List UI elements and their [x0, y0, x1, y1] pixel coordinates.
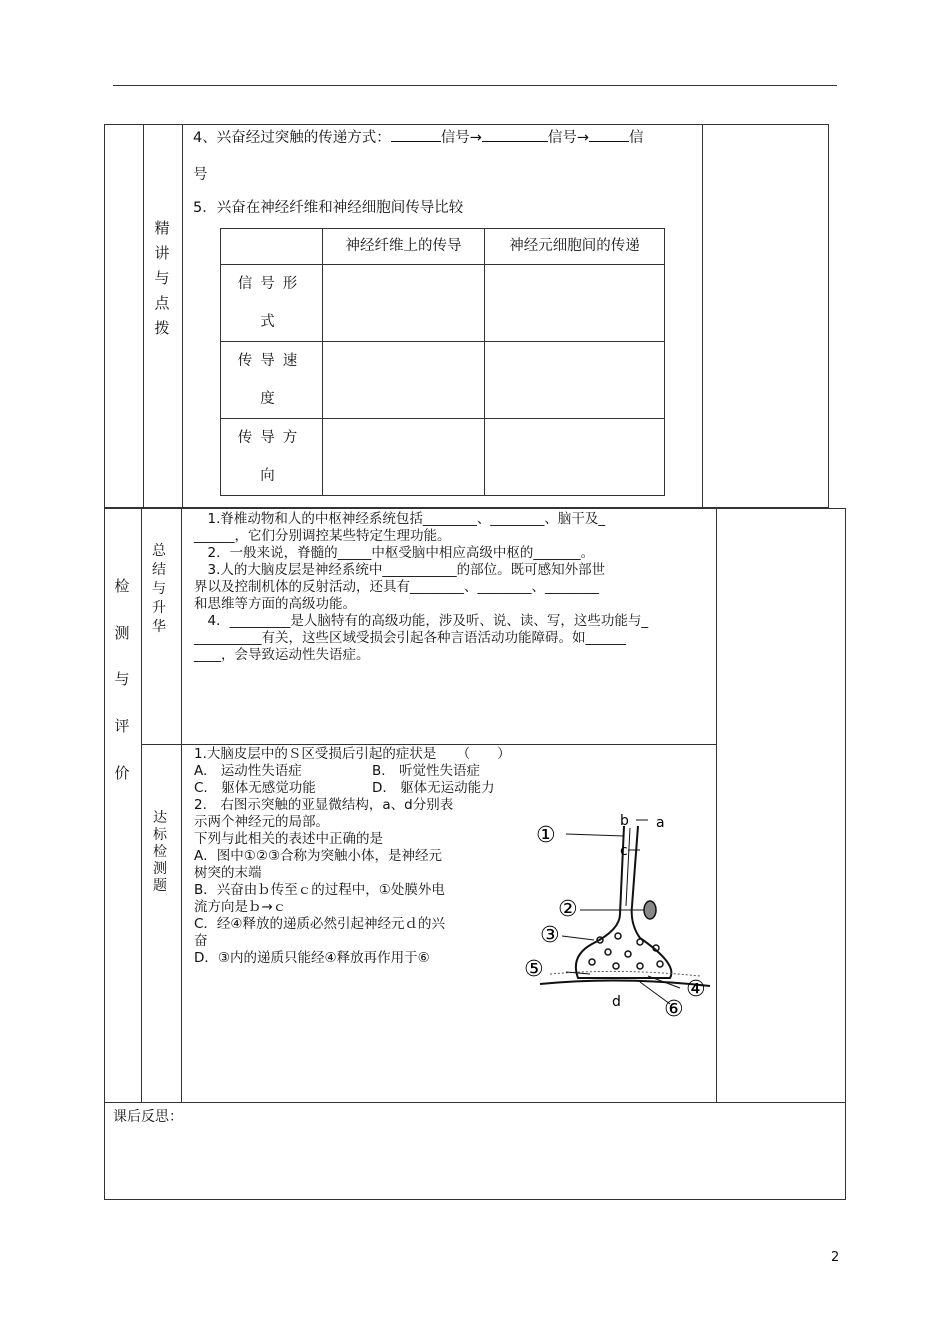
- blank[interactable]: [589, 127, 629, 142]
- item-4-wrap: 号: [193, 167, 208, 183]
- postsynaptic-membrane: [540, 980, 710, 986]
- label-2: ②: [558, 897, 578, 922]
- side-label-test: 达标检测题: [153, 810, 167, 894]
- synapse-diagram: [520, 806, 716, 1020]
- label-b: b: [620, 813, 629, 829]
- table-row: [221, 419, 665, 496]
- summary-text: 1.脊椎动物和人的中枢神经系统包括________、________、脑干及_ ______，它们分别调控某些特定生理功能。 2．一般来说，脊髓的_____中枢受脑中相应高级中枢的_______。 3.人的大脑皮层是神经系统中___________的部位。既可感知外部世 界以及控制机体的反射活动，还具有________、________、________ 和思维等方面的高级功能。 4．_________是人脑特有的高级功能，涉及听、说、读、写，这些功能与_ __________有关，这些区域受损会引起各种言语活动功能障碍。如______ ____，会导致运动性失语症。: [194, 511, 649, 663]
- blank[interactable]: [482, 127, 548, 142]
- header-cell-fiber: 神经纤维上的传导: [323, 229, 485, 265]
- page-number: 2: [831, 1250, 840, 1265]
- axon-inner-line: [626, 828, 630, 906]
- section-1-divider-2: [182, 124, 183, 508]
- outer-label-evaluate: 检 测 与 评 价: [114, 577, 130, 782]
- label-c: c: [620, 843, 628, 859]
- section-2-divider-3: [716, 508, 717, 1103]
- item-4-line: 4、兴奋经过突触的传递方式： 信号→ 信号→ 信: [193, 126, 693, 151]
- blank[interactable]: [391, 127, 441, 142]
- side-label-explain: 精讲与点拨: [154, 219, 170, 337]
- label-4: ④: [686, 977, 706, 1002]
- side-label-summary: 总结与升华: [152, 543, 166, 635]
- table-row: [221, 265, 665, 342]
- table-cell[interactable]: [323, 419, 485, 496]
- label-5: ⑤: [524, 957, 544, 982]
- item-5-line: 5．兴奋在神经纤维和神经细胞间传导比较: [193, 200, 464, 216]
- label-6: ⑥: [664, 997, 684, 1020]
- section-2-divider-2: [181, 508, 182, 1103]
- header-cell-empty: [221, 229, 323, 265]
- table-cell[interactable]: [485, 419, 665, 496]
- label-d: d: [612, 994, 621, 1010]
- section-1-divider-3: [702, 124, 703, 508]
- row-label: 传导方 向: [221, 419, 323, 496]
- reflection-label: 课后反思：: [113, 1109, 183, 1125]
- label-3: ③: [540, 923, 560, 948]
- header-cell-synapse: 神经元细胞间的传递: [485, 229, 665, 265]
- section-2-row-divider: [141, 744, 716, 745]
- comparison-table: [220, 228, 665, 496]
- section-2-divider-1: [141, 508, 142, 1103]
- table-cell[interactable]: [323, 342, 485, 419]
- question-1: 1.大脑皮层中的Ｓ区受损后引起的症状是 （ ） A. 运动性失语症 B. 听觉性失语症 C. 躯体无感觉功能 D. 躯体无运动能力: [194, 746, 511, 796]
- section-1-divider-1: [143, 124, 144, 508]
- header-rule: [113, 85, 837, 86]
- row-label: 传导速 度: [221, 342, 323, 419]
- reflection-frame: [104, 1102, 846, 1200]
- row-label: 信号形 式: [221, 265, 323, 342]
- table-cell[interactable]: [323, 265, 485, 342]
- label-1: ①: [536, 823, 556, 848]
- table-row: [221, 342, 665, 419]
- label-a: a: [656, 815, 665, 831]
- table-cell[interactable]: [485, 265, 665, 342]
- question-2: 2. 右图示突触的亚显微结构，a、d分别表 示两个神经元的局部。 下列与此相关的表述中正确的是 A．图中①②③合称为突触小体，是神经元 树突的末端 B．兴奋由ｂ传至ｃ的过程中，①处膜外电 流方向是ｂ→ｃ C．经④释放的递质必然引起神经元ｄ的兴 奋 D．③内的递质只能经④释放再作用于⑥: [194, 797, 454, 966]
- mitochondrion: [644, 901, 656, 919]
- table-cell[interactable]: [485, 342, 665, 419]
